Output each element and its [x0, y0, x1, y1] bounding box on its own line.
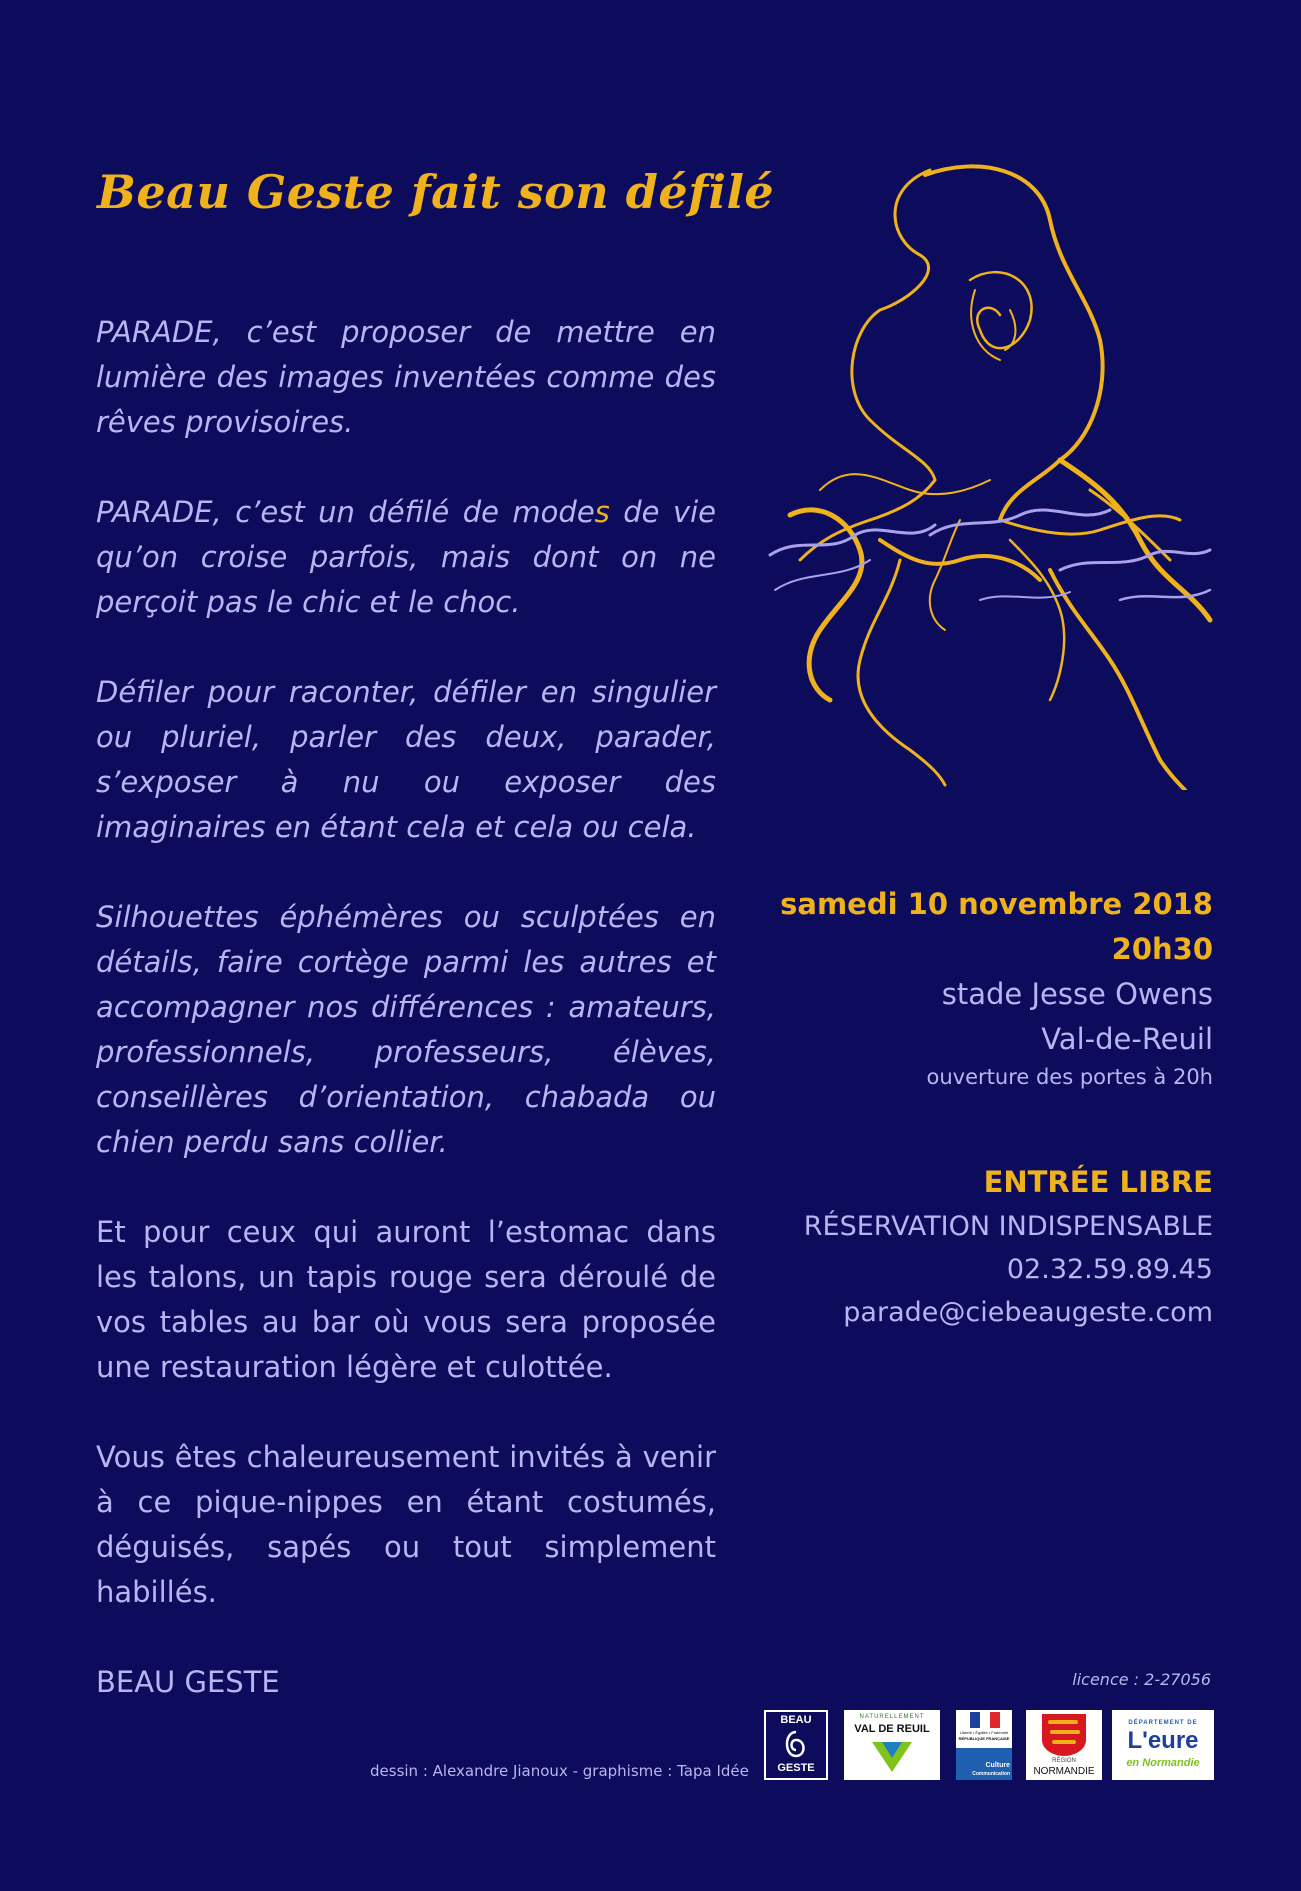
- valdereuil-logo: [844, 1710, 940, 1780]
- event-info: [693, 882, 1213, 1092]
- main-text: [96, 310, 716, 1660]
- logo-text: NATURELLEMENT: [859, 1714, 925, 1720]
- signature: BEAU GESTE: [96, 1665, 280, 1699]
- logo-text: RÉGION: [1052, 1758, 1076, 1764]
- triangle-icon: [844, 1738, 940, 1778]
- logo-text: DÉPARTEMENT DE: [1128, 1720, 1198, 1726]
- beaugeste-logo: [764, 1710, 828, 1780]
- free-entry: ENTRÉE LIBRE: [983, 1165, 1213, 1199]
- logo-text: Culture: [985, 1762, 1010, 1769]
- paragraph: [96, 490, 716, 625]
- ministere-culture-logo: [956, 1710, 1012, 1780]
- event-time: 20h30: [1111, 932, 1213, 966]
- logo-text: L'eure: [1127, 1727, 1199, 1754]
- logo-text: RÉPUBLIQUE FRANÇAISE: [958, 1736, 1010, 1741]
- logo-text: Communication: [972, 1771, 1010, 1777]
- paragraph: Vous êtes chaleureusement invités à venir à ce pique-nippes en étant costumés, déguisés, sapés ou tout simplement habillés.: [96, 1440, 716, 1609]
- email-address[interactable]: parade@ciebeaugeste.com: [843, 1297, 1213, 1328]
- lions-shield-icon: [1026, 1710, 1102, 1758]
- doors-opening: ouverture des portes à 20h: [926, 1065, 1213, 1089]
- page-title: Beau Geste fait son défilé: [97, 165, 775, 219]
- phone-number[interactable]: 02.32.59.89.45: [1006, 1254, 1213, 1285]
- logo-text: BEAU: [780, 1714, 812, 1726]
- highlight-letter: s: [594, 495, 610, 529]
- dancer-illustration: [760, 160, 1220, 790]
- logo-text: VAL DE REUIL: [854, 1723, 930, 1735]
- paragraph: PARADE, c’est proposer de mettre en lumière des images inventées comme des rêves provisoires.: [96, 315, 716, 439]
- paragraph-part: de vie qu’on croise parfois, mais dont on ne perçoit pas le chic et le choc.: [96, 495, 717, 619]
- marianne-icon: [956, 1710, 1012, 1732]
- spiral-icon: [766, 1728, 826, 1762]
- paragraph: Silhouettes éphémères ou sculptées en détails, faire cortège parmi les autres et accompagner nos différences : amateurs, professionnels, professeurs, élèves, conseillères d’orientation, chabada ou chien perdu sans collier.: [96, 900, 716, 1159]
- paragraph: Et pour ceux qui auront l’estomac dans les talons, un tapis rouge sera déroulé de vos tables au bar où vous sera proposée une restauration légère et culottée.: [96, 1215, 716, 1384]
- entry-info: [653, 1160, 1213, 1334]
- logo-text: en Normandie: [1126, 1757, 1200, 1769]
- event-venue: stade Jesse Owens: [941, 977, 1213, 1011]
- paragraph-part: PARADE, c’est un défilé de mode: [96, 495, 595, 529]
- logo-text: Liberté • Égalité • Fraternité: [959, 1730, 1009, 1735]
- paragraph: Défiler pour raconter, défiler en singulier ou pluriel, parler des deux, parader, s’exposer à nu ou exposer des imaginaires en étant cela et cela ou cela.: [96, 675, 716, 844]
- logo-text: NORMANDIE: [1033, 1766, 1095, 1777]
- licence-number: licence : 2-27056: [1072, 1670, 1211, 1689]
- partner-logos: [764, 1710, 1214, 1782]
- event-date: samedi 10 novembre 2018: [780, 887, 1213, 921]
- eure-logo: [1112, 1710, 1214, 1780]
- credits: dessin : Alexandre Jianoux - graphisme : Tapa Idée: [370, 1762, 749, 1780]
- logo-text: GESTE: [777, 1762, 815, 1774]
- event-city: Val-de-Reuil: [1041, 1022, 1213, 1056]
- region-normandie-logo: [1026, 1710, 1102, 1780]
- reservation-note: RÉSERVATION INDISPENSABLE: [803, 1211, 1213, 1242]
